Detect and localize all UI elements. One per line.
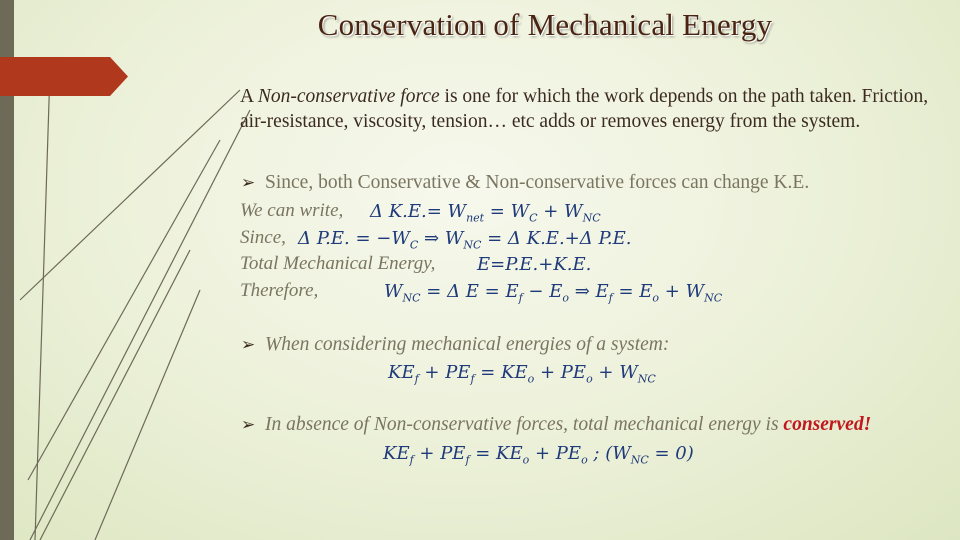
accent-arrow-tab: [0, 57, 128, 96]
bullet-3-text: In absence of Non-conservative forces, total mechanical energy is: [265, 414, 784, 435]
bullet-arrow-icon: ➢: [241, 415, 256, 434]
intro-term: Non-conservative force: [257, 86, 440, 107]
row-label-2: Since,: [240, 227, 286, 248]
equation-total-energy: E=P.E.+K.E.: [477, 254, 592, 275]
row-label-4: Therefore,: [240, 280, 319, 301]
bullet-1-text: Since, both Conservative & Non-conservative forces can change K.E.: [265, 172, 810, 193]
bullet-arrow-icon: ➢: [241, 335, 256, 354]
intro-prefix: A: [240, 86, 258, 107]
intro-paragraph: [240, 84, 955, 134]
bullet-2: [241, 334, 669, 356]
equation-wnc: $W_{NC} = \Delta$ $E = E_f - E_o$ ⇒ $E_f = E_o + W_{NC}$: [384, 281, 723, 305]
conserved-highlight: conserved!: [783, 414, 872, 435]
bullet-1: [241, 172, 809, 194]
bullet-3: [241, 414, 871, 436]
equation-energy-balance: $KE_f + PE_f = KE_o + PE_o + W_{NC}$: [388, 362, 656, 386]
row-label-3: Total Mechanical Energy,: [240, 253, 436, 274]
bullet-arrow-icon: ➢: [241, 173, 256, 192]
equation-conservation: $KE_f + PE_f = KE_o + PE_o$ ; $(W_{NC} = 0)$: [383, 443, 694, 467]
row-label-1: We can write,: [240, 200, 344, 221]
equation-delta-pe: Δ P.E. = $-W_C$ ⇒ $W_{NC} = \Delta$ K.E.+Δ P.E.: [298, 228, 632, 252]
equation-wnet: Δ $K.E.= W_{net} = W_C + W_{NC}$: [370, 201, 601, 225]
bullet-2-text: When considering mechanical energies of a system:: [265, 334, 670, 355]
intro-rest: is one for which the work depends on the path taken. Friction, air-resistance, viscosity, tension… etc adds or removes energy from the system.: [240, 86, 929, 132]
slide-title: Conservation of Mechanical Energy: [317, 7, 773, 42]
